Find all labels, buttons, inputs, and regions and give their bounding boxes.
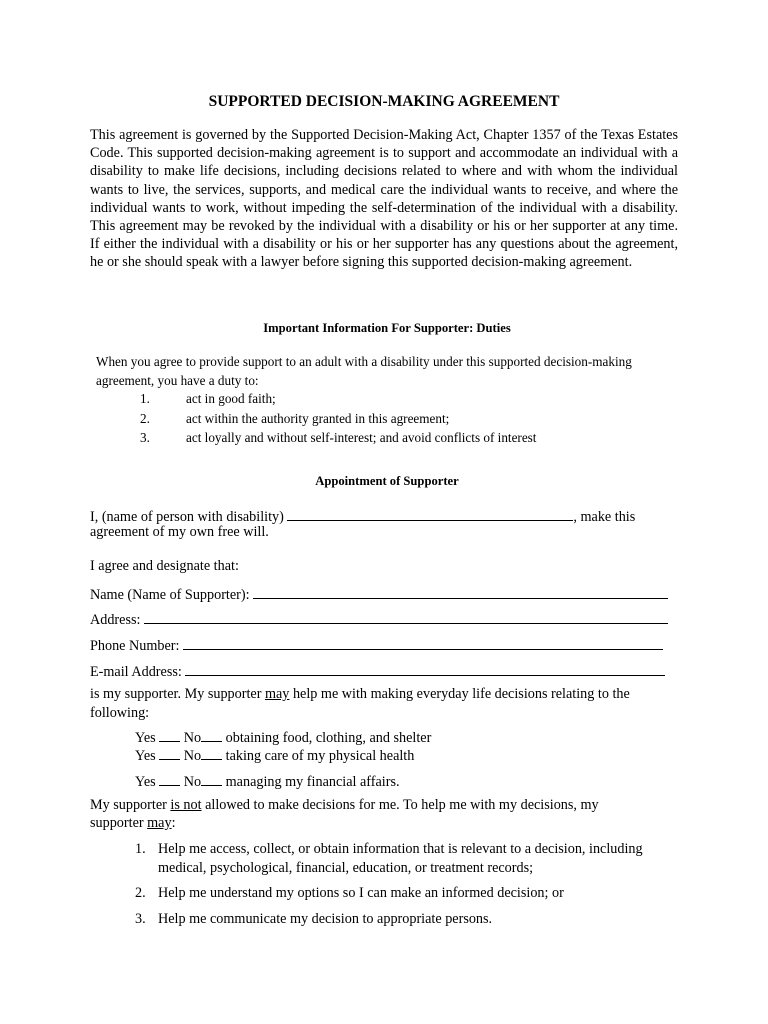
decision-choice-row (135, 773, 400, 791)
supporter-email-field[interactable] (185, 661, 665, 676)
help-item-text: medical, psychological, financial, education, or treatment records; (158, 860, 534, 876)
document-title: SUPPORTED DECISION-MAKING AGREEMENT (208, 93, 560, 110)
intro-paragraph: This agreement is governed by the Supported Decision-Making Act, Chapter 1357 of the Texas Estates Code. This supported decision-making agreement is to support and accommodate an individual with a disability to make life decisions, including decisions related to where and with whom the individual wants to live, the services, supports, and medical care the individual wants to receive, and where the individual wants to work, without impeding the self-determination of the individual with a disability. This agreement may be revoked by the individual with a disability or his or her supporter at any time. If either the individual with a disability or his or her supporter has any questions about the agreement, he or she should speak with a lawyer before signing this supported decision-making agreement. (90, 127, 678, 271)
duties-intro-line-2: agreement, you have a duty to: (96, 373, 259, 388)
no-label: No (183, 730, 202, 746)
may-emphasis: may (147, 815, 172, 831)
supporter-name-field[interactable] (253, 584, 668, 599)
decision-text: obtaining food, clothing, and shelter (225, 730, 432, 746)
no-label: No (183, 774, 202, 790)
may-help-line-2: following: (90, 705, 150, 721)
may-help-text: help me with making everyday life decisions relating to the (289, 686, 630, 702)
may-help-text: is my supporter. My supporter (90, 686, 265, 702)
supporter-address-row (90, 609, 668, 629)
may-help-line-1 (90, 686, 630, 703)
not-allowed-line-1 (90, 797, 599, 814)
disabled-person-name-field[interactable] (287, 506, 573, 521)
yes-label: Yes (135, 748, 156, 764)
help-item-number: 1. (135, 841, 146, 857)
designate-line: I agree and designate that: (90, 558, 239, 574)
no-label: No (183, 748, 202, 764)
help-item-number: 3. (135, 911, 146, 927)
decision-choice-row (135, 729, 431, 747)
yes-label: Yes (135, 730, 156, 746)
help-item-number: 2. (135, 885, 146, 901)
supporter-name-row (90, 584, 668, 604)
not-allowed-text: : (171, 815, 176, 831)
supporter-address-label: Address: (90, 612, 141, 628)
help-item-text: Help me understand my options so I can make an informed decision; or (158, 885, 564, 901)
not-allowed-line-2 (90, 815, 176, 832)
yes-blank[interactable] (159, 747, 180, 760)
help-item-text: Help me access, collect, or obtain information that is relevant to a decision, including (158, 841, 643, 857)
yes-blank[interactable] (159, 773, 180, 786)
supporter-name-label: Name (Name of Supporter): (90, 587, 250, 603)
help-item-text: Help me communicate my decision to appropriate persons. (158, 911, 493, 927)
appointment-heading: Appointment of Supporter (315, 474, 459, 488)
yes-blank[interactable] (159, 729, 180, 742)
is-not-emphasis: is not (170, 797, 202, 813)
disabled-person-line (90, 506, 635, 526)
not-allowed-text: allowed to make decisions for me. To help me with my decisions, my (201, 797, 599, 813)
free-will-line: agreement of my own free will. (90, 524, 269, 540)
duty-number: 2. (140, 411, 150, 426)
decision-text: managing my financial affairs. (225, 774, 400, 790)
decision-text: taking care of my physical health (225, 748, 415, 764)
supporter-address-field[interactable] (144, 609, 668, 624)
not-allowed-text: My supporter (90, 797, 171, 813)
disabled-person-label: I, (name of person with disability) (90, 509, 284, 525)
duty-number: 3. (140, 430, 150, 445)
no-blank[interactable] (201, 773, 222, 786)
duty-item: act within the authority granted in this agreement; (186, 411, 450, 426)
yes-label: Yes (135, 774, 156, 790)
supporter-email-row (90, 661, 665, 681)
supporter-phone-label: Phone Number: (90, 638, 180, 654)
decision-choice-row (135, 747, 414, 765)
no-blank[interactable] (201, 747, 222, 760)
may-emphasis: may (264, 686, 290, 702)
supporter-email-label: E-mail Address: (90, 664, 182, 680)
not-allowed-text: supporter (90, 815, 148, 831)
duty-item: act loyally and without self-interest; and avoid conflicts of interest (186, 430, 537, 445)
no-blank[interactable] (201, 729, 222, 742)
duties-intro-line-1: When you agree to provide support to an adult with a disability under this supported decision-making (96, 354, 632, 369)
supporter-phone-row (90, 635, 663, 655)
duty-number: 1. (140, 391, 150, 406)
duty-item: act in good faith; (186, 391, 276, 406)
free-will-suffix: , make this (573, 509, 636, 525)
duties-heading: Important Information For Supporter: Duties (263, 321, 511, 335)
supporter-phone-field[interactable] (183, 635, 663, 650)
